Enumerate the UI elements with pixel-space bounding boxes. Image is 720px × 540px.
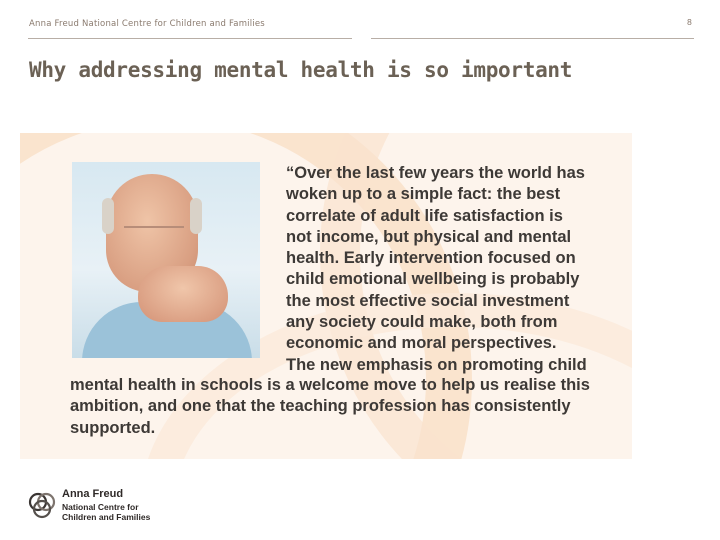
quote-text-lower: mental health in schools is a welcome move to help us realise this ambition, and one that the teaching profession has consistently supported. bbox=[70, 376, 590, 437]
header-divider-right bbox=[371, 38, 694, 39]
header-org-name: Anna Freud National Centre for Children and Families bbox=[29, 19, 265, 29]
quote-text-upper: “Over the last few years the world has woken up to a simple fact: the best correlate of adult life satisfaction is not income, but physical and mental health. Early intervention focused on child emotional wellbeing is probably the most effective social investment any society could make, both from economic and moral perspectives. The new emphasis on promoting child bbox=[286, 164, 587, 374]
organisation-logo bbox=[27, 488, 167, 524]
header-divider-left bbox=[28, 38, 352, 39]
slide-title: Why addressing mental health is so important bbox=[29, 58, 573, 82]
anna-freud-logo-icon bbox=[27, 491, 57, 521]
portrait-photo bbox=[72, 162, 260, 358]
logo-name: Anna Freud bbox=[62, 488, 124, 500]
logo-subtitle-2: Children and Families bbox=[62, 512, 151, 522]
page-number: 8 bbox=[686, 18, 692, 27]
quote-panel bbox=[20, 133, 632, 459]
logo-subtitle-1: National Centre for bbox=[62, 502, 139, 512]
